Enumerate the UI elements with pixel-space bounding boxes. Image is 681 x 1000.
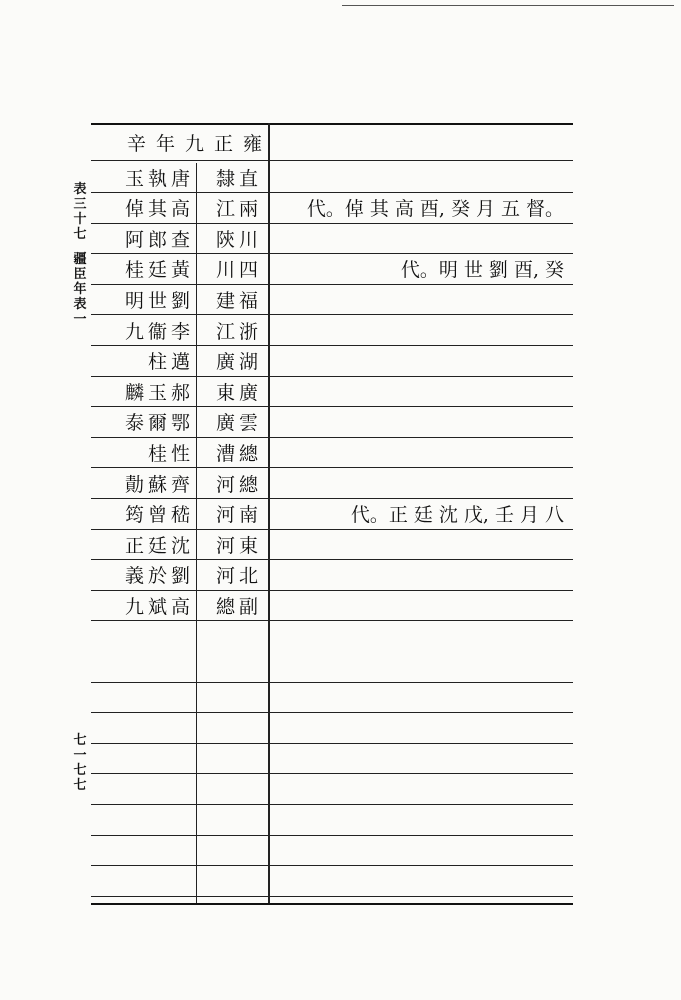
row-rule [91,682,573,683]
side-title-char: 十 [73,212,87,227]
name-char: 郝 [170,381,190,404]
name-char: 正 [124,534,144,557]
post-char: 河 [215,565,235,588]
name-char: 廷 [147,534,167,557]
note-char: 戊, [463,504,489,527]
note-char: 其 [369,198,389,221]
note-char: 月 [519,504,539,527]
name-char: 鄂 [170,412,190,435]
name-char: 嵇 [170,504,190,527]
post-char: 東 [215,381,235,404]
name-char: 義 [124,565,144,588]
table-bottom-rule [91,903,573,905]
post-char: 直 [239,167,259,190]
side-title-char: 七 [73,227,87,242]
name-char: 於 [147,565,167,588]
name-char: 筠 [124,504,144,527]
post-char: 南 [239,504,259,527]
name-char: 柱 [147,351,167,374]
page-number-char: 七 [73,778,87,793]
side-title-char: 年 [73,282,87,297]
post-char: 副 [239,595,259,618]
official-name [100,530,192,558]
post-char: 陝 [215,228,235,251]
official-name [100,377,192,405]
name-char: 泰 [124,412,144,435]
post-char: 川 [215,259,235,282]
name-char: 唐 [170,167,190,190]
post-char: 廣 [215,412,235,435]
official-name [100,224,192,252]
post-char: 兩 [239,198,259,221]
post-char: 福 [239,289,259,312]
reign-header [100,128,266,156]
header-char: 辛 [126,132,146,155]
name-char: 勣 [124,473,144,496]
header-char: 年 [155,132,175,155]
top-rule [342,5,674,6]
name-char: 李 [170,320,190,343]
name-char: 九 [124,320,144,343]
note-char: 酉, [419,198,445,221]
official-post [204,438,266,466]
side-title-char: 一 [73,312,87,327]
post-char: 河 [215,504,235,527]
post-char: 建 [215,289,235,312]
row-rule [91,743,573,744]
name-char: 玉 [124,167,144,190]
note-char: 督。 [525,198,564,221]
note-char: 世 [463,259,483,282]
official-post [204,285,266,313]
post-char: 總 [239,442,259,465]
name-char: 劉 [170,289,190,312]
post-char: 浙 [239,320,259,343]
note-char: 癸 [450,198,470,221]
official-name [100,347,192,375]
page-number-char: 七 [73,733,87,748]
post-char: 河 [215,473,235,496]
official-name [100,591,192,619]
appointment-note [276,255,568,283]
official-post [204,224,266,252]
note-char: 五 [500,198,520,221]
row-rule [91,835,573,836]
side-title-char: 三 [73,197,87,212]
name-char: 劉 [170,565,190,588]
official-name [100,316,192,344]
header-char: 正 [213,132,233,155]
name-char: 查 [170,228,190,251]
name-char: 斌 [147,595,167,618]
note-char: 代。明 [400,259,458,282]
official-post [204,408,266,436]
post-char: 總 [239,473,259,496]
table-top-rule [91,123,573,125]
page-number [72,733,88,793]
post-char: 湖 [239,351,259,374]
side-title [72,182,88,327]
note-char: 代。倬 [306,198,364,221]
note-char: 沈 [438,504,458,527]
page-number-char: 一 [73,748,87,763]
official-post [204,347,266,375]
note-char: 代。正 [350,504,408,527]
name-char: 沈 [170,534,190,557]
row-rule [91,865,573,866]
name-char: 麟 [124,381,144,404]
official-post [204,163,266,191]
note-char: 月 [475,198,495,221]
column-divider [268,123,270,903]
official-name [100,561,192,589]
official-post [204,316,266,344]
official-name [100,500,192,528]
note-char: 劉 [488,259,508,282]
header-char: 雍 [242,132,262,155]
official-post [204,500,266,528]
post-char: 江 [215,198,235,221]
name-char: 廷 [147,259,167,282]
note-char: 廷 [413,504,433,527]
appointment-note [276,500,568,528]
row-rule [91,773,573,774]
post-char: 雲 [239,412,259,435]
official-name [100,285,192,313]
row-rule [91,620,573,621]
name-char: 阿 [124,228,144,251]
name-char: 高 [170,198,190,221]
name-char: 桂 [147,442,167,465]
row-rule [91,896,573,897]
header-char: 九 [184,132,204,155]
side-title-char [72,242,88,252]
name-char: 郎 [147,228,167,251]
row-rule [91,804,573,805]
name-char: 邁 [170,351,190,374]
official-post [204,377,266,405]
post-char: 河 [215,534,235,557]
post-char: 廣 [239,381,259,404]
note-char: 癸 [544,259,564,282]
name-char: 黃 [170,259,190,282]
name-char: 明 [124,289,144,312]
post-char: 北 [239,565,259,588]
post-char: 隸 [215,167,235,190]
name-char: 世 [147,289,167,312]
official-name [100,194,192,222]
name-char: 倬 [124,198,144,221]
name-char: 桂 [124,259,144,282]
official-post [204,469,266,497]
side-title-char: 臣 [73,267,87,282]
name-char: 齊 [170,473,190,496]
official-post [204,530,266,558]
post-char: 東 [239,534,259,557]
official-post [204,194,266,222]
name-char: 九 [124,595,144,618]
row-rule [91,712,573,713]
official-name [100,438,192,466]
page-number-char: 七 [73,763,87,778]
post-char: 廣 [215,351,235,374]
name-char: 執 [147,167,167,190]
note-char: 壬 [494,504,514,527]
post-char: 四 [239,259,259,282]
side-title-char: 表 [73,182,87,197]
official-name [100,163,192,191]
appointment-note [276,194,568,222]
name-char: 爾 [147,412,167,435]
official-name [100,255,192,283]
post-char: 總 [215,595,235,618]
official-post [204,591,266,619]
official-name [100,408,192,436]
name-char: 高 [170,595,190,618]
note-char: 八 [544,504,564,527]
post-char: 江 [215,320,235,343]
name-char: 玉 [147,381,167,404]
official-post [204,561,266,589]
side-title-char: 表 [73,297,87,312]
post-char: 漕 [215,442,235,465]
side-title-char: 疆 [73,252,87,267]
note-char: 酉, [513,259,539,282]
name-char: 其 [147,198,167,221]
column-divider [196,163,197,903]
name-char: 衞 [147,320,167,343]
name-char: 曾 [147,504,167,527]
row-rule [91,160,573,161]
official-post [204,255,266,283]
name-char: 性 [170,442,190,465]
post-char: 川 [239,228,259,251]
official-name [100,469,192,497]
note-char: 高 [394,198,414,221]
name-char: 蘇 [147,473,167,496]
